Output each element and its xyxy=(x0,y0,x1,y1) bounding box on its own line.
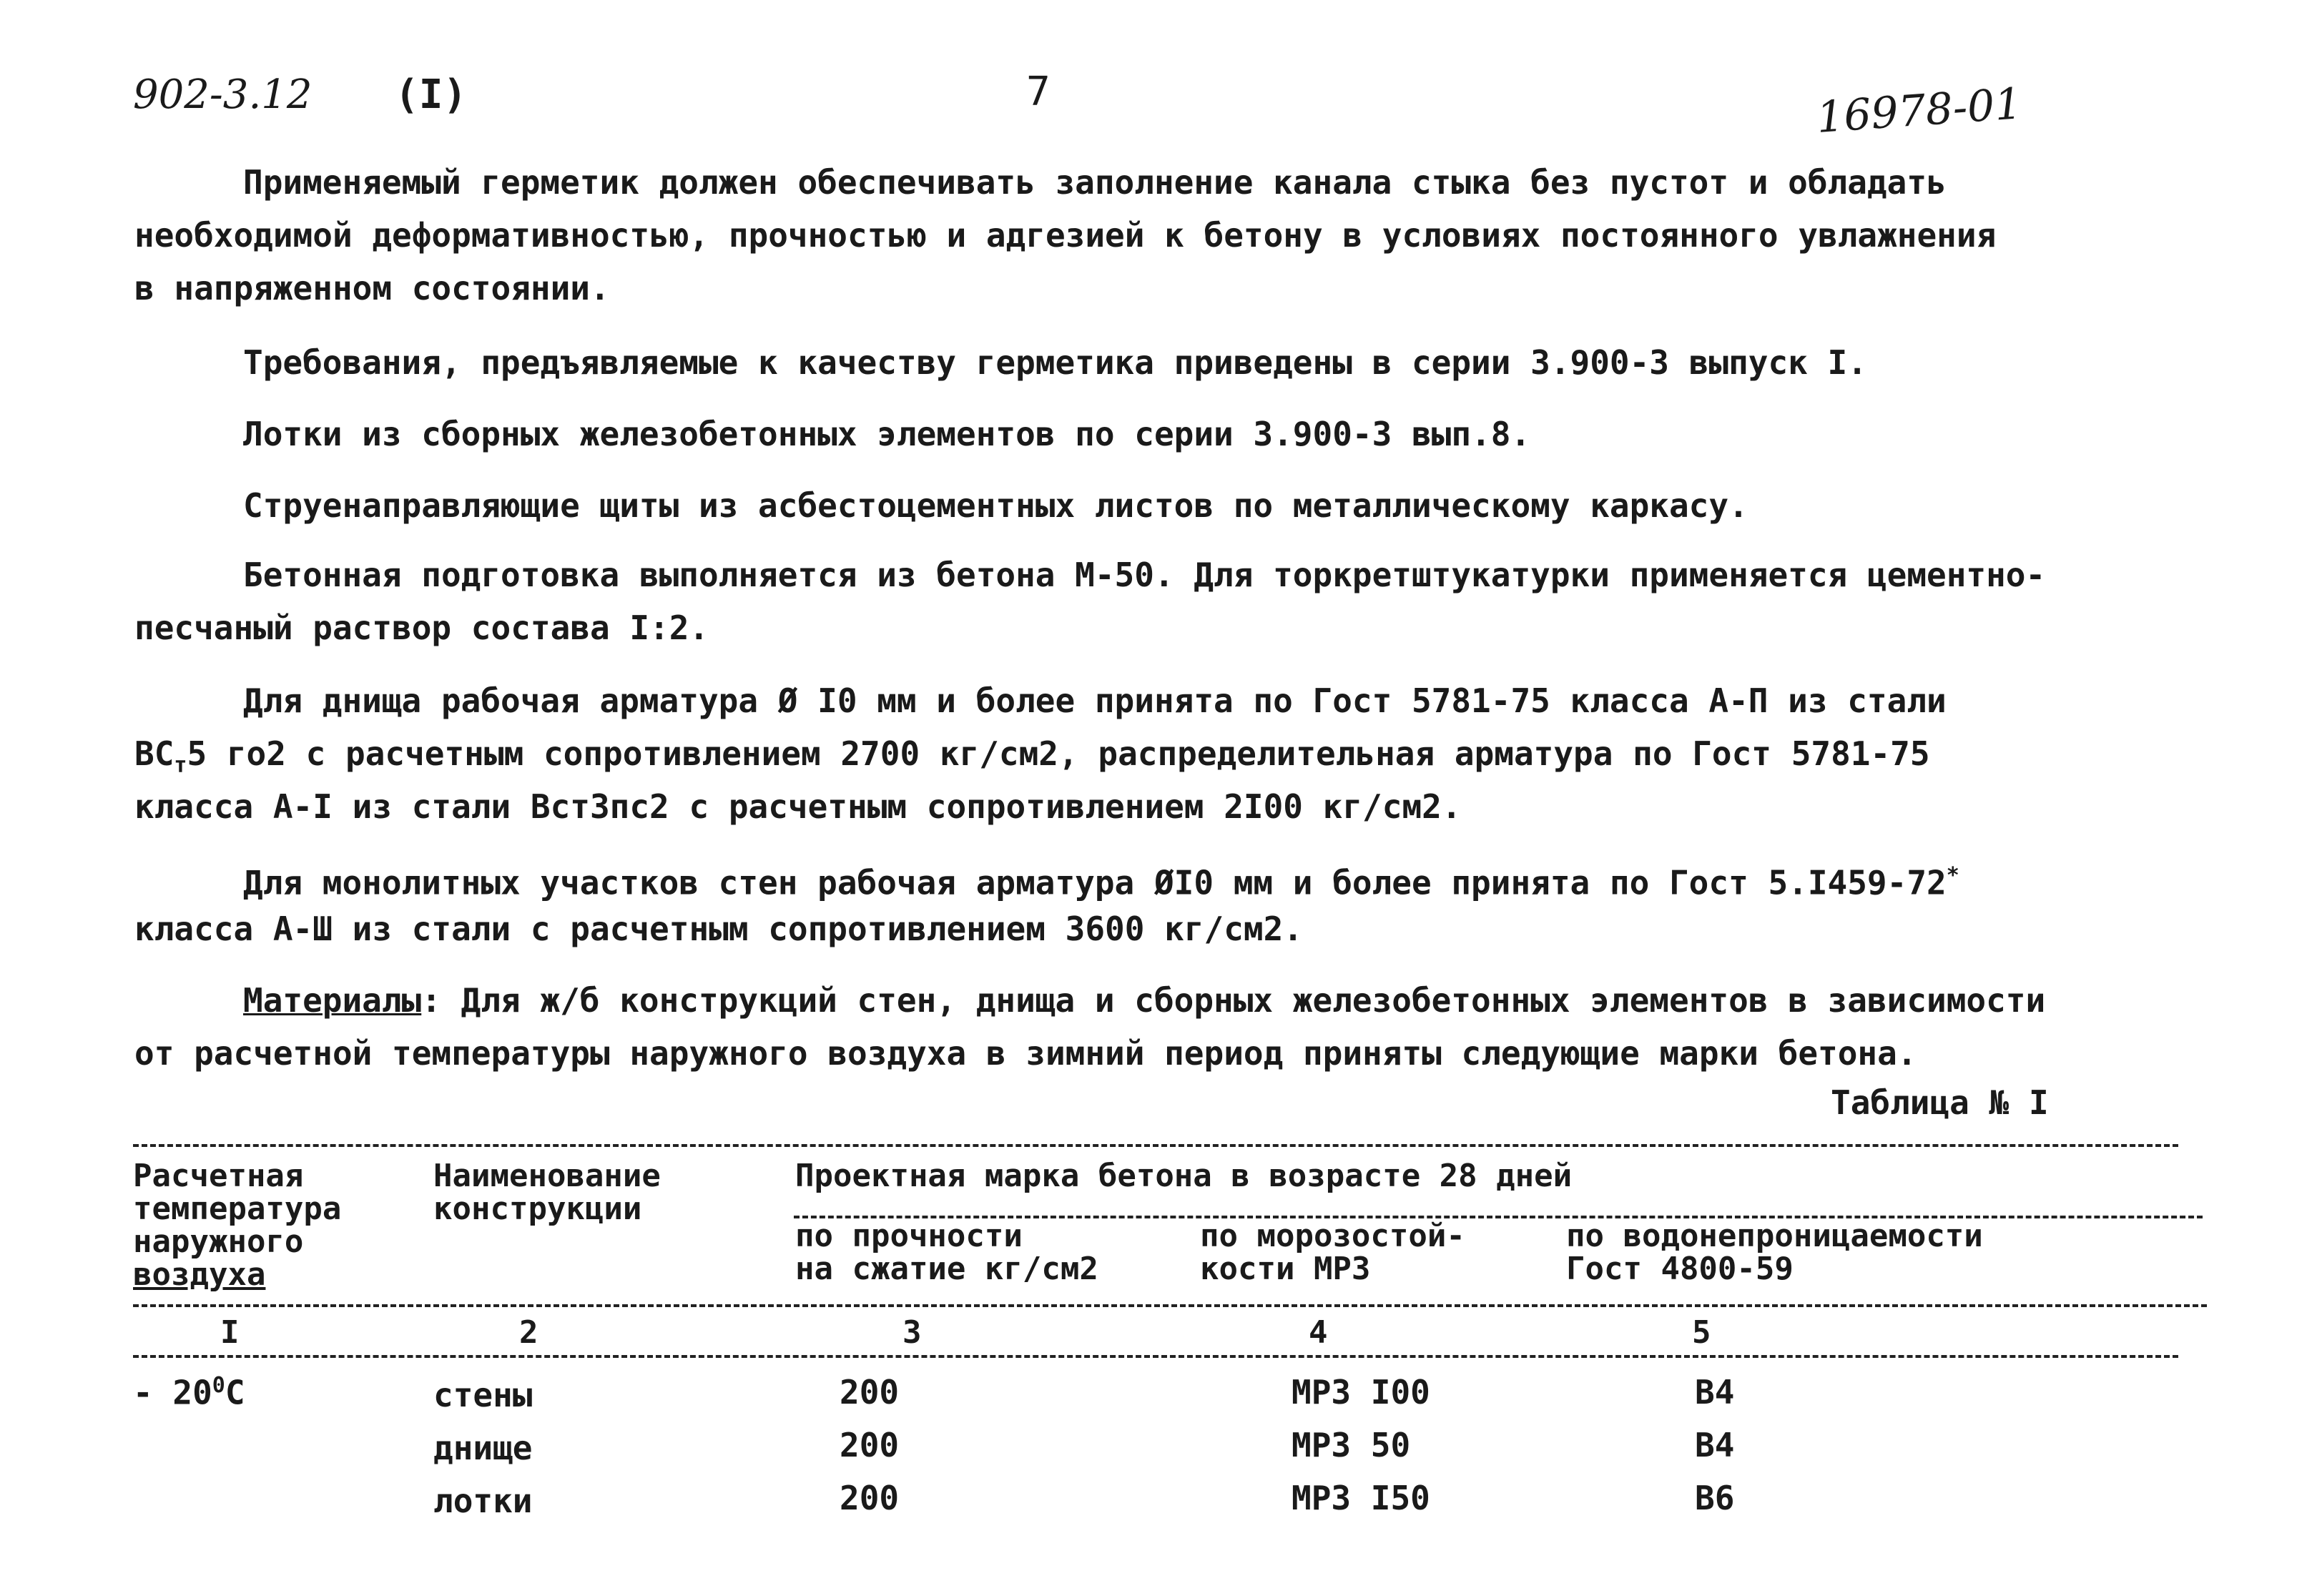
column-number: I xyxy=(220,1314,240,1351)
temperature-number: - 20 xyxy=(133,1373,212,1412)
paragraph-wall-reinforcement xyxy=(134,849,2205,955)
header-line: кости МРЗ xyxy=(1200,1251,1371,1287)
table-cell-water: В6 xyxy=(1695,1479,1735,1517)
table-cell-construction: стены xyxy=(433,1376,533,1414)
table-cell-strength: 200 xyxy=(840,1426,900,1464)
header-line: по морозостой- xyxy=(1200,1218,1465,1254)
text-segment: Для монолитных участков стен рабочая арматура ØI0 мм и более принята по Гост 5.I459-72 xyxy=(243,863,1947,902)
text-line xyxy=(134,849,2205,902)
text-line xyxy=(134,974,2205,1027)
header-line: конструкции xyxy=(433,1191,642,1227)
header-line: по водонепроницаемости xyxy=(1566,1218,1983,1254)
degree-mark: 0 xyxy=(212,1373,225,1398)
header-line: наружного xyxy=(133,1223,304,1260)
text-line: песчаный раствор состава I:2. xyxy=(134,609,709,647)
column-number: 2 xyxy=(519,1314,538,1351)
header-water-resistance xyxy=(1566,1220,1983,1286)
text-line: Для днища рабочая арматура Ø I0 мм и более принята по Гост 5781-75 класса А-П из стали xyxy=(243,681,1947,720)
header-design-grade-group: Проектная марка бетона в возрасте 28 дней xyxy=(795,1158,1573,1194)
table-cell-frost: МРЗ I50 xyxy=(1292,1479,1430,1517)
materials-label: Материалы xyxy=(243,981,422,1020)
text-line: класса А-I из стали ВстЗпс2 с расчетным сопротивлением 2I00 кг/см2. xyxy=(134,787,1462,826)
paragraph-materials xyxy=(134,974,2205,1080)
header-line: по прочности xyxy=(795,1218,1023,1254)
steel-grade: ВС xyxy=(134,734,174,773)
header-line: воздуха xyxy=(133,1256,266,1293)
column-number: 4 xyxy=(1309,1314,1328,1351)
temperature-value xyxy=(133,1373,245,1412)
header-line: температура xyxy=(133,1191,342,1227)
asterisk-mark: * xyxy=(1946,863,1959,888)
text-line: в напряженном состоянии. xyxy=(134,269,610,307)
text-segment: 5 го2 с расчетным сопротивлением 2700 кг/см2, распределительная арматура по Гост 5781-75 xyxy=(187,734,1930,773)
text-line: Требования, предъявляемые к качеству герметика приведены в серии 3.900-3 выпуск I. xyxy=(243,343,1867,382)
column-number-rule xyxy=(133,1355,2178,1358)
text-line: Лотки из сборных железобетонных элементов по серии 3.900-3 вып.8. xyxy=(243,415,1531,453)
table-cell-construction: лотки xyxy=(433,1482,533,1520)
header-frost-resistance xyxy=(1200,1220,1465,1286)
table-cell-strength: 200 xyxy=(840,1479,900,1517)
paragraph-shields xyxy=(134,479,2205,532)
page-number: 7 xyxy=(1026,69,1051,115)
header-line: Наименование xyxy=(433,1158,661,1194)
column-number: 5 xyxy=(1692,1314,1711,1351)
table-cell-frost: МРЗ 50 xyxy=(1292,1426,1411,1464)
part-number: (I) xyxy=(395,72,468,118)
paragraph-bottom-reinforcement xyxy=(134,674,2205,833)
header-temperature xyxy=(133,1160,341,1291)
text-segment: : Для ж/б конструкций стен, днища и сборных железобетонных элементов в зависимости xyxy=(421,981,2046,1020)
table-cell-construction: днище xyxy=(433,1429,533,1467)
header-line: Гост 4800-59 xyxy=(1566,1251,1794,1287)
text-line: от расчетной температуры наружного воздуха в зимний период приняты следующие марки бетона. xyxy=(134,1034,1917,1073)
text-line: Струенаправляющие щиты из асбестоцементных листов по металлическому каркасу. xyxy=(243,486,1748,525)
text-line xyxy=(134,727,2205,780)
header-line: на сжатие кг/см2 xyxy=(795,1251,1098,1287)
table-caption: Таблица № I xyxy=(1831,1083,2049,1122)
paragraph-requirements xyxy=(134,336,2205,389)
text-line: необходимой деформативностью, прочностью и адгезией к бетону в условиях постоянного увлажнения xyxy=(134,216,1997,255)
text-line: класса А-Ш из стали с расчетным сопротивлением 3600 кг/см2. xyxy=(134,910,1303,948)
header-construction xyxy=(433,1160,661,1226)
column-number: 3 xyxy=(902,1314,922,1351)
paragraph-trays xyxy=(134,408,2205,460)
paragraph-concrete-prep xyxy=(134,548,2205,654)
table-cell-frost: МРЗ I00 xyxy=(1292,1373,1430,1412)
steel-grade-subscript: т xyxy=(174,753,187,779)
document-code: 902-3.12 xyxy=(133,72,313,118)
header-strength xyxy=(795,1220,1098,1286)
table-top-rule xyxy=(133,1144,2178,1147)
table-cell-strength: 200 xyxy=(840,1373,900,1412)
header-bottom-rule xyxy=(133,1304,2207,1307)
text-line: Бетонная подготовка выполняется из бетона М-50. Для торкретштукатурки применяется цементно- xyxy=(243,556,2046,594)
table-cell-water: В4 xyxy=(1695,1373,1735,1412)
table-cell-water: В4 xyxy=(1695,1426,1735,1464)
header-line: Расчетная xyxy=(133,1158,304,1194)
text-line: Применяемый герметик должен обеспечивать заполнение канала стыка без пустот и обладать xyxy=(243,163,1947,202)
paragraph-sealant xyxy=(134,156,2205,315)
inventory-number: 16978-01 xyxy=(1814,79,2024,143)
temperature-unit: С xyxy=(225,1373,245,1412)
